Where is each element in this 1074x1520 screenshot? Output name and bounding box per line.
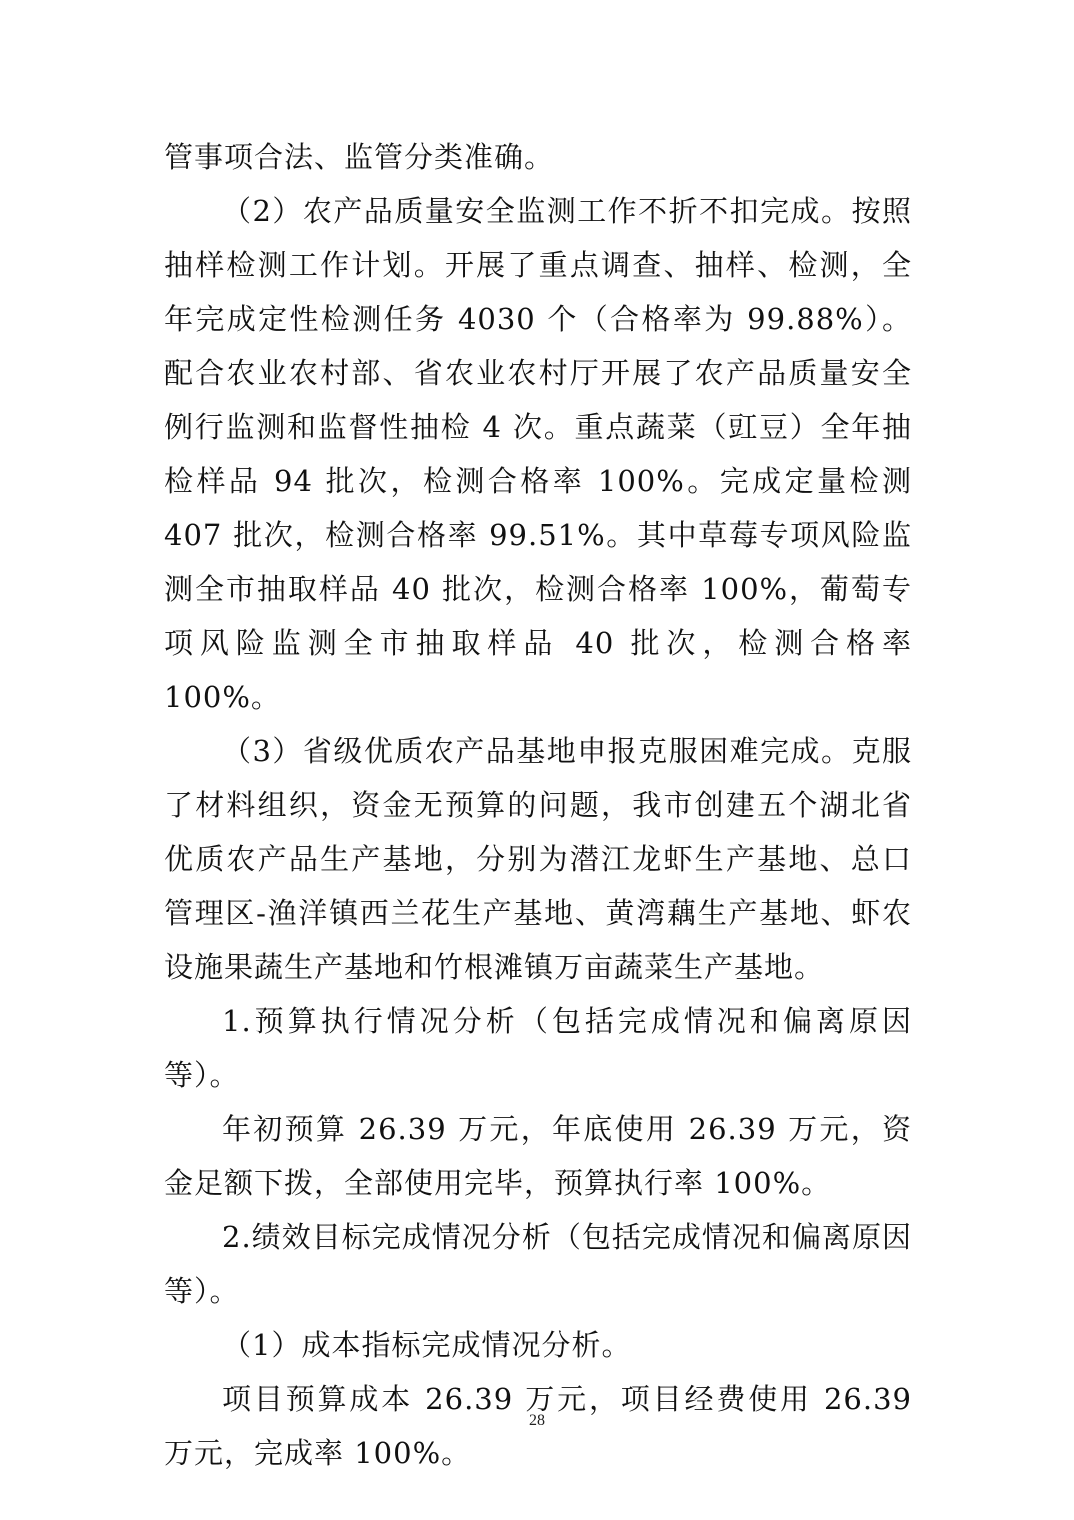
- paragraph-8: 项目预算成本 26.39 万元，项目经费使用 26.39 万元，完成率 100%。: [164, 1382, 912, 1470]
- paragraph-4: 1.预算执行情况分析（包括完成情况和偏离原因等）。: [164, 1004, 912, 1092]
- body-text: [164, 130, 912, 1480]
- paragraph-3: （3）省级优质农产品基地申报克服困难完成。克服了材料组织，资金无预算的问题，我市创建五个湖北省优质农产品生产基地，分别为潜江龙虾生产基地、总口管理区-渔洋镇西兰花生产基地、黄湾藕生产基地、虾农设施果蔬生产基地和竹根滩镇万亩蔬菜生产基地。: [164, 734, 912, 984]
- paragraph-5: 年初预算 26.39 万元，年底使用 26.39 万元，资金足额下拨，全部使用完毕，预算执行率 100%。: [164, 1112, 912, 1200]
- page-number: 28: [529, 1412, 545, 1429]
- paragraph-6: 2.绩效目标完成情况分析（包括完成情况和偏离原因等）。: [164, 1220, 912, 1308]
- paragraph-1: 管事项合法、监管分类准确。: [164, 140, 555, 174]
- paragraph-2: （2）农产品质量安全监测工作不折不扣完成。按照抽样检测工作计划。开展了重点调查、抽样、检测，全年完成定性检测任务 4030 个（合格率为 99.88%）。配合农业农村部、省农业农村厅开展了农产品质量安全例行监测和监督性抽检 4 次。重点蔬菜（豇豆）全年抽检样品 94 批次，检测合格率 100%。完成定量检测 407 批次，检测合格率 99.51%。其中草莓专项风险监测全市抽取样品 40 批次，检测合格率 100%，葡萄专项风险监测全市抽取样品 40 批次，检测合格率 100%。: [164, 194, 912, 714]
- paragraph-7: （1）成本指标完成情况分析。: [222, 1328, 632, 1362]
